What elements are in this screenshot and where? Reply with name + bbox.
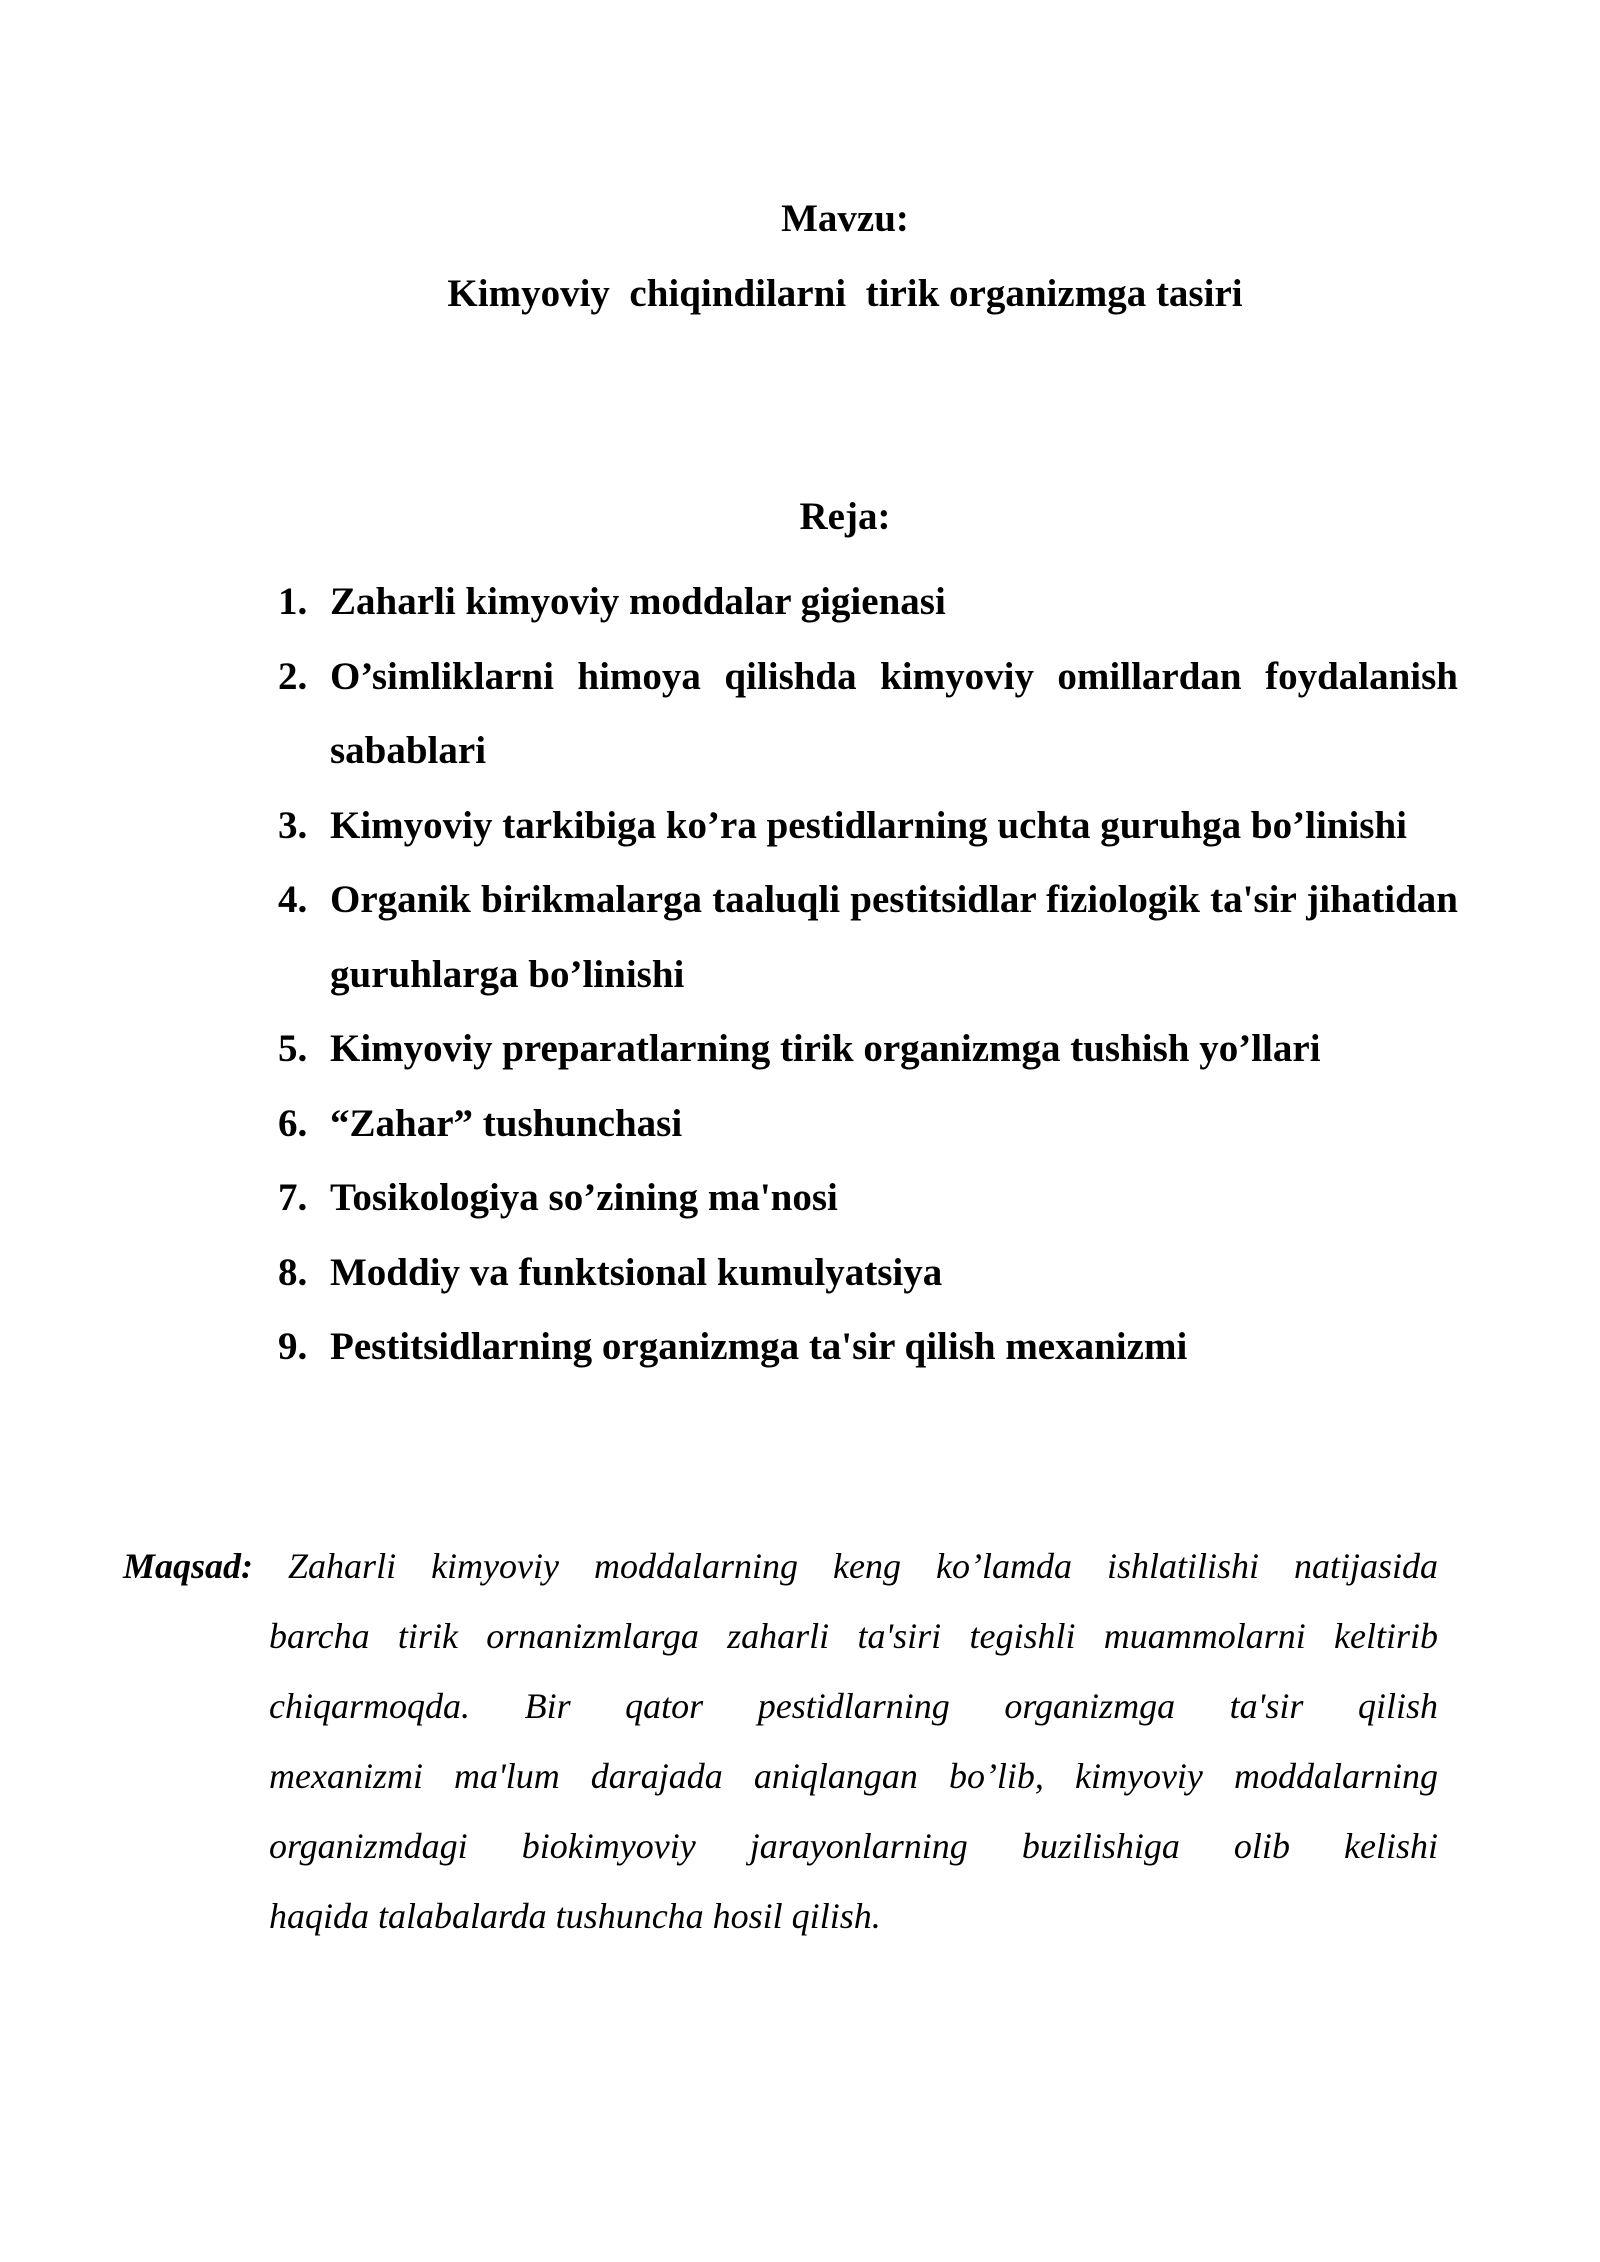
plan-item [270, 1012, 1458, 1087]
plan-item-number: 6. [278, 1101, 308, 1145]
plan-item-text: Zaharli kimyoviy moddalar gigienasi [330, 580, 946, 623]
plan-item-text: O’simliklarni himoya qilishda kimyoviy omillardan foydalanish sabablari [330, 654, 1458, 772]
goal-line: organizmdagi biokimyoviy jarayonlarning buzilishiga olib kelishi [269, 1826, 1438, 1866]
plan-item [270, 1161, 1458, 1236]
plan-item [270, 565, 1458, 640]
goal-text: Zaharli kimyoviy moddalarning keng ko’lamda ishlatilishi natijasida [288, 1546, 1439, 1586]
plan-item-text: Kimyoviy preparatlarning tirik organizmga tushish yo’llari [330, 1027, 1321, 1070]
goal-line: mexanizmi ma'lum darajada aniqlangan bo’lib, kimyoviy moddalarning [269, 1756, 1438, 1796]
plan-item-number: 2. [278, 654, 308, 698]
plan-item-text: Organik birikmalarga taaluqli pestitsidlar fiziologik ta'sir jihatidan guruhlarga bo’linishi [330, 878, 1458, 996]
plan-item [270, 1310, 1458, 1385]
plan-item-number: 4. [278, 878, 308, 921]
plan-item-number: 8. [278, 1250, 308, 1294]
plan-label: Reja: [799, 495, 891, 538]
goal-line: barcha tirik ornanizmlarga zaharli ta'siri tegishli muammolarni keltirib [269, 1616, 1438, 1656]
goal-label: Maqsad: [123, 1546, 254, 1586]
topic-title: Kimyoviy chiqindilarni tirik organizmga tasiri [447, 272, 1243, 315]
plan-list [270, 565, 1458, 1385]
plan-item-number: 9. [278, 1325, 308, 1368]
plan-item-text: “Zahar” tushunchasi [330, 1101, 683, 1145]
plan-item [270, 640, 1458, 789]
plan-item-text: Tosikologiya so’zining ma'nosi [330, 1176, 838, 1219]
plan-item [270, 1236, 1458, 1311]
goal-line [123, 1531, 1438, 1601]
plan-item-text: Moddiy va funktsional kumulyatsiya [330, 1250, 943, 1294]
goal-line: chiqarmoqda. Bir qator pestidlarning organizmga ta'sir qilish [269, 1686, 1438, 1726]
plan-item [270, 789, 1458, 864]
plan-item-number: 7. [278, 1176, 308, 1219]
plan-item-number: 1. [278, 580, 308, 623]
plan-item [270, 1087, 1458, 1162]
plan-item-text: Pestitsidlarning organizmga ta'sir qilish mexanizmi [330, 1325, 1188, 1368]
plan-item-number: 5. [278, 1027, 308, 1070]
plan-item [270, 863, 1458, 1012]
plan-item-number: 3. [278, 803, 308, 847]
plan-item-text: Kimyoviy tarkibiga ko’ra pestidlarning uchta guruhga bo’linishi [330, 803, 1408, 847]
goal-line: haqida talabalarda tushuncha hosil qilish. [269, 1896, 881, 1936]
goal-paragraph [123, 1531, 1438, 1951]
topic-label: Mavzu: [781, 197, 909, 240]
